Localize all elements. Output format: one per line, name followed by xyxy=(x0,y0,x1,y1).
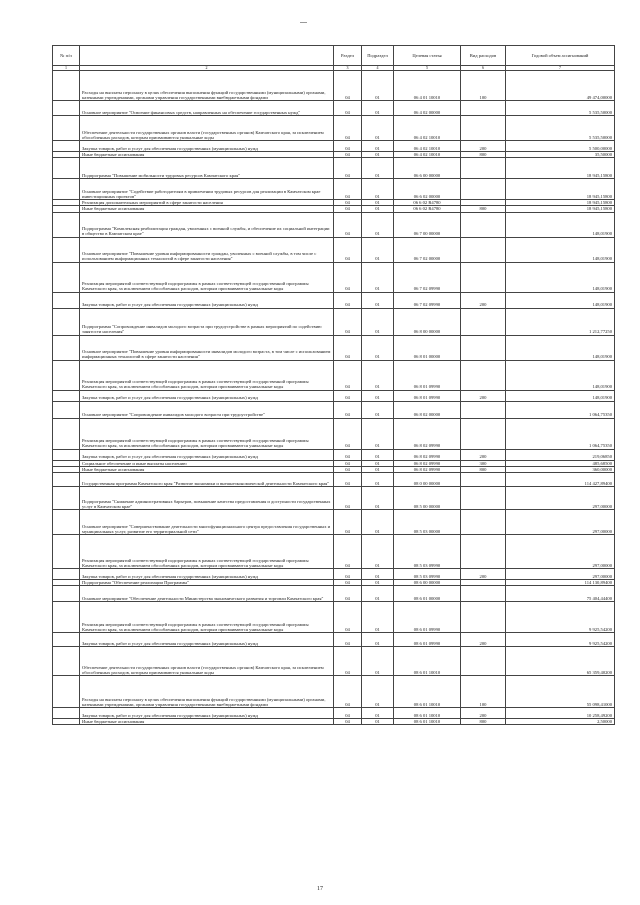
row-section-cell: 04 xyxy=(334,647,362,676)
row-section-cell: 04 xyxy=(334,449,362,460)
row-expense-type-cell xyxy=(461,262,506,292)
row-name-cell: Закупка товаров, работ и услуг для обеспечения государственных (муниципальных) нужд xyxy=(80,292,334,308)
table-row xyxy=(53,212,615,237)
row-expense-type-cell xyxy=(461,510,506,535)
row-name-cell: Закупка товаров, работ и услуг для обеспечения государственных (муниципальных) нужд xyxy=(80,633,334,647)
table-row xyxy=(53,116,615,141)
row-name-cell: Основное мероприятие "Повышение уровня информированности инвалидов молодого возраста, в том числе с использованием информационных технологий в сфере занятости населения" xyxy=(80,335,334,360)
row-number-cell xyxy=(53,262,80,292)
row-subsection-cell: 01 xyxy=(362,158,394,179)
row-number-cell xyxy=(53,335,80,360)
row-article-cell: 06 8 01 09990 xyxy=(394,390,461,401)
row-subsection-cell: 01 xyxy=(362,200,394,206)
table-header-row xyxy=(53,46,615,66)
row-subsection-cell: 01 xyxy=(362,262,394,292)
row-name-cell: Основное мероприятие "Сопровождение инвалидов молодого возраста при трудоустройстве" xyxy=(80,401,334,418)
row-article-cell: 06 6 02 00000 xyxy=(394,179,461,200)
row-expense-type-cell: 200 xyxy=(461,569,506,580)
row-sum-cell: 18 945,15800 xyxy=(506,206,615,212)
row-name-cell: Подпрограмма "Снижение административных барьеров, повышение качества предоставления и доступности государственных услуг в Камчатском крае" xyxy=(80,487,334,510)
row-article-cell: 08 6 01 10010 xyxy=(394,708,461,719)
row-subsection-cell: 01 xyxy=(362,602,394,633)
row-name-cell: Подпрограмма "Повышение мобильности трудовых ресурсов Камчатского края" xyxy=(80,158,334,179)
row-number-cell xyxy=(53,473,80,487)
row-subsection-cell: 01 xyxy=(362,460,394,466)
column-number: 6 xyxy=(461,66,506,71)
row-subsection-cell: 01 xyxy=(362,708,394,719)
row-number-cell xyxy=(53,510,80,535)
row-subsection-cell: 01 xyxy=(362,237,394,262)
row-sum-cell: 1 064,75350 xyxy=(506,418,615,449)
row-expense-type-cell xyxy=(461,308,506,335)
row-subsection-cell: 01 xyxy=(362,360,394,390)
row-name-cell: Реализация мероприятий соответствующей подпрограммы в рамках соответствующей государственной программы Камчатского края, за исключением обособленных расходов, которым присваиваются уникальные коды xyxy=(80,602,334,633)
row-section-cell: 04 xyxy=(334,586,362,602)
row-sum-cell: 49 474,00000 xyxy=(506,71,615,101)
table-row xyxy=(53,602,615,633)
table-row xyxy=(53,569,615,580)
budget-allocation-table xyxy=(52,45,615,725)
row-name-cell: Реализация мероприятий соответствующей подпрограммы в рамках соответствующей государственной программы Камчатского края, за исключением обособленных расходов, которым присваиваются уникальные коды xyxy=(80,360,334,390)
row-sum-cell: 297,00000 xyxy=(506,510,615,535)
row-article-cell: 06 6 02 R4780 xyxy=(394,200,461,206)
row-number-cell xyxy=(53,676,80,708)
table-row xyxy=(53,335,615,360)
row-section-cell: 04 xyxy=(334,206,362,212)
table-row xyxy=(53,676,615,708)
row-section-cell: 04 xyxy=(334,71,362,101)
row-subsection-cell: 01 xyxy=(362,335,394,360)
row-article-cell: 06 4 02 10010 xyxy=(394,116,461,141)
row-name-cell: Обеспечение деятельности государственных органов власти (государственных органов) Камчатского края, за исключением обособленных расходов, которым присваиваются уникальные коды xyxy=(80,647,334,676)
row-expense-type-cell: 100 xyxy=(461,676,506,708)
row-section-cell: 04 xyxy=(334,708,362,719)
row-number-cell xyxy=(53,647,80,676)
row-sum-cell: 148,01900 xyxy=(506,360,615,390)
row-name-cell: Закупка товаров, работ и услуг для обеспечения государственных (муниципальных) нужд xyxy=(80,390,334,401)
row-expense-type-cell xyxy=(461,158,506,179)
row-subsection-cell: 01 xyxy=(362,535,394,569)
row-section-cell: 04 xyxy=(334,466,362,472)
table-body xyxy=(53,71,615,725)
row-name-cell: Расходы на выплаты персоналу в целях обеспечения выполнения функций государственными (муниципальными) органами, казенными учреждениями, органами управления государственными внебюджетными фондами xyxy=(80,676,334,708)
row-expense-type-cell xyxy=(461,473,506,487)
row-number-cell xyxy=(53,487,80,510)
table-row xyxy=(53,390,615,401)
row-number-cell xyxy=(53,71,80,101)
row-expense-type-cell xyxy=(461,586,506,602)
row-name-cell: Расходы на выплаты персоналу в целях обеспечения выполнения функций государственными (муниципальными) органами, казенными учреждениями, органами управления государственными внебюджетными фондами xyxy=(80,71,334,101)
row-sum-cell: 1 212,77250 xyxy=(506,308,615,335)
row-article-cell: 06 8 02 09990 xyxy=(394,418,461,449)
row-article-cell: 06 7 02 00000 xyxy=(394,237,461,262)
table-row xyxy=(53,262,615,292)
table-row xyxy=(53,535,615,569)
row-section-cell: 04 xyxy=(334,141,362,152)
row-article-cell: 06 8 02 09990 xyxy=(394,449,461,460)
row-article-cell: 08 6 01 10010 xyxy=(394,676,461,708)
row-subsection-cell: 01 xyxy=(362,141,394,152)
row-name-cell: Закупка товаров, работ и услуг для обеспечения государственных (муниципальных) нужд xyxy=(80,449,334,460)
row-name-cell: Иные бюджетные ассигнования xyxy=(80,466,334,472)
table-row xyxy=(53,237,615,262)
row-section-cell: 04 xyxy=(334,262,362,292)
row-expense-type-cell xyxy=(461,647,506,676)
row-section-cell: 04 xyxy=(334,473,362,487)
row-subsection-cell: 01 xyxy=(362,633,394,647)
row-article-cell: 06 8 01 00000 xyxy=(394,335,461,360)
row-name-cell: Реализация мероприятий соответствующей подпрограммы в рамках соответствующей государственной программы Камчатского края, за исключением обособленных расходов, которым присваиваются уникальные коды xyxy=(80,535,334,569)
row-section-cell: 04 xyxy=(334,569,362,580)
column-number: 1 xyxy=(53,66,80,71)
row-article-cell: 06 4 02 10010 xyxy=(394,152,461,158)
row-subsection-cell: 01 xyxy=(362,580,394,586)
row-expense-type-cell: 200 xyxy=(461,141,506,152)
row-article-cell: 08 5 03 09990 xyxy=(394,535,461,569)
row-article-cell: 06 4 02 10010 xyxy=(394,141,461,152)
row-expense-type-cell: 300 xyxy=(461,460,506,466)
table-row xyxy=(53,473,615,487)
row-number-cell xyxy=(53,212,80,237)
row-number-cell xyxy=(53,535,80,569)
row-section-cell: 04 xyxy=(334,418,362,449)
row-number-cell xyxy=(53,602,80,633)
row-article-cell: 08 5 03 00000 xyxy=(394,510,461,535)
column-number: 2 xyxy=(80,66,334,71)
scan-mark xyxy=(300,22,307,23)
row-sum-cell: 148,01900 xyxy=(506,262,615,292)
row-sum-cell: 297,00000 xyxy=(506,487,615,510)
table-row xyxy=(53,71,615,101)
row-subsection-cell: 01 xyxy=(362,510,394,535)
row-sum-cell: 35,50000 xyxy=(506,152,615,158)
row-name-cell: Подпрограмма "Обеспечение реализации Программы" xyxy=(80,580,334,586)
row-expense-type-cell: 200 xyxy=(461,292,506,308)
row-sum-cell: 9 925,54200 xyxy=(506,602,615,633)
row-subsection-cell: 01 xyxy=(362,212,394,237)
row-number-cell xyxy=(53,360,80,390)
table-row xyxy=(53,487,615,510)
row-sum-cell: 75 404,44400 xyxy=(506,586,615,602)
row-section-cell: 04 xyxy=(334,360,362,390)
row-article-cell: 08 6 01 09990 xyxy=(394,633,461,647)
row-subsection-cell: 01 xyxy=(362,466,394,472)
row-number-cell xyxy=(53,237,80,262)
row-expense-type-cell xyxy=(461,535,506,569)
row-sum-cell: 148,01900 xyxy=(506,335,615,360)
row-subsection-cell: 01 xyxy=(362,401,394,418)
row-sum-cell: 148,01900 xyxy=(506,292,615,308)
row-subsection-cell: 01 xyxy=(362,206,394,212)
row-number-cell xyxy=(53,586,80,602)
row-number-cell xyxy=(53,141,80,152)
header-subsection: Подраздел xyxy=(362,46,394,66)
row-expense-type-cell xyxy=(461,602,506,633)
row-name-cell: Основное мероприятие "Обеспечение деятельности Министерства экономического развития и торговли Камчатского края" xyxy=(80,586,334,602)
row-sum-cell: 5 500,00000 xyxy=(506,141,615,152)
row-sum-cell: 219,06850 xyxy=(506,449,615,460)
row-expense-type-cell: 200 xyxy=(461,633,506,647)
row-section-cell: 04 xyxy=(334,676,362,708)
row-expense-type-cell: 800 xyxy=(461,719,506,725)
row-sum-cell: 148,01900 xyxy=(506,390,615,401)
row-subsection-cell: 01 xyxy=(362,569,394,580)
row-sum-cell: 65 359,40200 xyxy=(506,647,615,676)
table-row xyxy=(53,633,615,647)
row-name-cell: Основное мероприятие "Освоение финансовых средств, направленных на обеспечение государственных нужд" xyxy=(80,101,334,116)
row-subsection-cell: 01 xyxy=(362,487,394,510)
row-name-cell: Иные бюджетные ассигнования xyxy=(80,206,334,212)
row-number-cell xyxy=(53,308,80,335)
row-section-cell: 04 xyxy=(334,158,362,179)
row-article-cell: 08 6 00 00000 xyxy=(394,580,461,586)
row-number-cell xyxy=(53,569,80,580)
row-section-cell: 04 xyxy=(334,487,362,510)
table-row xyxy=(53,401,615,418)
row-article-cell: 08 0 00 00000 xyxy=(394,473,461,487)
row-expense-type-cell: 200 xyxy=(461,449,506,460)
row-sum-cell: 297,00000 xyxy=(506,569,615,580)
row-expense-type-cell xyxy=(461,335,506,360)
row-section-cell: 04 xyxy=(334,237,362,262)
row-article-cell: 06 8 01 09990 xyxy=(394,360,461,390)
row-section-cell: 04 xyxy=(334,510,362,535)
row-article-cell: 08 6 01 10010 xyxy=(394,719,461,725)
row-sum-cell: 148,01900 xyxy=(506,237,615,262)
row-section-cell: 04 xyxy=(334,101,362,116)
row-subsection-cell: 01 xyxy=(362,390,394,401)
row-expense-type-cell xyxy=(461,237,506,262)
row-sum-cell: 9 925,54200 xyxy=(506,633,615,647)
row-section-cell: 04 xyxy=(334,116,362,141)
row-subsection-cell: 01 xyxy=(362,116,394,141)
row-name-cell: Реализация мероприятий соответствующей подпрограммы в рамках соответствующей государственной программы Камчатского края, за исключением обособленных расходов, которым присваиваются уникальные коды xyxy=(80,418,334,449)
table-row xyxy=(53,647,615,676)
row-expense-type-cell xyxy=(461,212,506,237)
row-number-cell xyxy=(53,116,80,141)
row-expense-type-cell xyxy=(461,179,506,200)
row-sum-cell: 10 258,49200 xyxy=(506,708,615,719)
row-number-cell xyxy=(53,708,80,719)
table-row xyxy=(53,418,615,449)
row-article-cell: 06 7 02 09990 xyxy=(394,292,461,308)
row-name-cell: Основное мероприятие "Повышение уровня информированности граждан, уволенных с военной службы, в том числе с использованием информационных технологий в сфере занятости населения" xyxy=(80,237,334,262)
row-article-cell: 06 6 00 00000 xyxy=(394,158,461,179)
row-name-cell: Подпрограмма "Комплексная реабилитация граждан, уволенных с военной службы, и обеспечение их социальной интеграции в общество в Камчатском крае" xyxy=(80,212,334,237)
row-expense-type-cell xyxy=(461,487,506,510)
row-name-cell: Закупка товаров, работ и услуг для обеспечения государственных (муниципальных) нужд xyxy=(80,569,334,580)
table-row xyxy=(53,292,615,308)
table-row xyxy=(53,101,615,116)
row-subsection-cell: 01 xyxy=(362,292,394,308)
row-subsection-cell: 01 xyxy=(362,101,394,116)
row-article-cell: 08 6 01 10010 xyxy=(394,647,461,676)
row-sum-cell: 18 945,15800 xyxy=(506,158,615,179)
row-article-cell: 06 4 01 10010 xyxy=(394,71,461,101)
table-row xyxy=(53,308,615,335)
row-sum-cell: 18 945,15800 xyxy=(506,179,615,200)
row-sum-cell: 5 535,50000 xyxy=(506,101,615,116)
header-section: Раздел xyxy=(334,46,362,66)
row-article-cell: 06 8 02 09990 xyxy=(394,466,461,472)
row-expense-type-cell xyxy=(461,116,506,141)
row-sum-cell: 18 945,15800 xyxy=(506,200,615,206)
row-number-cell xyxy=(53,418,80,449)
row-expense-type-cell: 100 xyxy=(461,71,506,101)
row-section-cell: 04 xyxy=(334,212,362,237)
table-row xyxy=(53,449,615,460)
row-subsection-cell: 01 xyxy=(362,179,394,200)
row-sum-cell: 485,68500 xyxy=(506,460,615,466)
row-name-cell: Государственная программа Камчатского края "Развитие экономики и внешнеэкономической деятельности Камчатского края" xyxy=(80,473,334,487)
row-sum-cell: 114 427,89400 xyxy=(506,473,615,487)
row-section-cell: 04 xyxy=(334,179,362,200)
row-article-cell: 06 6 02 R4780 xyxy=(394,206,461,212)
row-name-cell: Основное мероприятие "Совершенствование деятельности многофункционального центра предоставления государственных и муниципальных услуг, развитие его территориальной сети" xyxy=(80,510,334,535)
row-section-cell: 04 xyxy=(334,401,362,418)
row-article-cell: 08 5 03 09990 xyxy=(394,569,461,580)
row-sum-cell: 2,50000 xyxy=(506,719,615,725)
row-article-cell: 06 8 00 00000 xyxy=(394,308,461,335)
row-number-cell xyxy=(53,449,80,460)
row-section-cell: 04 xyxy=(334,200,362,206)
row-name-cell: Обеспечение деятельности государственных органов власти (государственных органов) Камчатского края, за исключением обособленных расходов, которым присваиваются уникальные коды xyxy=(80,116,334,141)
column-number: 5 xyxy=(394,66,461,71)
row-name-cell: Иные бюджетные ассигнования xyxy=(80,152,334,158)
row-article-cell: 06 4 02 00000 xyxy=(394,101,461,116)
row-number-cell xyxy=(53,633,80,647)
row-name-cell: Реализация дополнительных мероприятий в сфере занятости населения xyxy=(80,200,334,206)
row-subsection-cell: 01 xyxy=(362,71,394,101)
row-expense-type-cell xyxy=(461,360,506,390)
row-sum-cell: 55 098,41000 xyxy=(506,676,615,708)
row-name-cell: Реализация мероприятий соответствующей подпрограммы в рамках соответствующей государственной программы Камчатского края, за исключением обособленных расходов, которым присваиваются уникальные коды xyxy=(80,262,334,292)
row-number-cell xyxy=(53,292,80,308)
row-number-cell xyxy=(53,179,80,200)
row-number-cell xyxy=(53,158,80,179)
row-article-cell: 08 5 00 00000 xyxy=(394,487,461,510)
row-section-cell: 04 xyxy=(334,719,362,725)
row-sum-cell: 297,00000 xyxy=(506,535,615,569)
row-section-cell: 04 xyxy=(334,580,362,586)
row-sum-cell: 114 130,89400 xyxy=(506,580,615,586)
row-subsection-cell: 01 xyxy=(362,152,394,158)
table-row xyxy=(53,179,615,200)
row-expense-type-cell: 800 xyxy=(461,466,506,472)
header-expense-type: Вид расходов xyxy=(461,46,506,66)
table-row xyxy=(53,158,615,179)
row-expense-type-cell: 200 xyxy=(461,708,506,719)
row-subsection-cell: 01 xyxy=(362,647,394,676)
table-row xyxy=(53,510,615,535)
row-name-cell: Основное мероприятие "Содействие работодателям в привлечении трудовых ресурсов для реализации в Камчатском крае инвестиционных проектов" xyxy=(80,179,334,200)
column-number: 7 xyxy=(506,66,615,71)
header-num: № п/п xyxy=(53,46,80,66)
row-number-cell xyxy=(53,101,80,116)
row-sum-cell: 360,00000 xyxy=(506,466,615,472)
row-article-cell: 06 8 02 09990 xyxy=(394,460,461,466)
row-section-cell: 04 xyxy=(334,335,362,360)
row-name-cell: Иные бюджетные ассигнования xyxy=(80,719,334,725)
row-subsection-cell: 01 xyxy=(362,473,394,487)
row-name-cell: Подпрограмма "Сопровождение инвалидов молодого возраста при трудоустройстве в рамках мероприятий по содействию занятости населения" xyxy=(80,308,334,335)
row-sum-cell: 148,01900 xyxy=(506,212,615,237)
table-row xyxy=(53,719,615,725)
row-article-cell: 06 7 00 00000 xyxy=(394,212,461,237)
table-row xyxy=(53,141,615,152)
row-article-cell: 08 6 01 09990 xyxy=(394,602,461,633)
row-name-cell: Социальное обеспечение и иные выплаты населению xyxy=(80,460,334,466)
row-section-cell: 04 xyxy=(334,152,362,158)
row-expense-type-cell xyxy=(461,418,506,449)
row-article-cell: 08 6 01 00000 xyxy=(394,586,461,602)
row-sum-cell: 1 064,75350 xyxy=(506,401,615,418)
row-section-cell: 04 xyxy=(334,633,362,647)
row-subsection-cell: 01 xyxy=(362,676,394,708)
row-expense-type-cell: 800 xyxy=(461,152,506,158)
row-number-cell xyxy=(53,719,80,725)
row-subsection-cell: 01 xyxy=(362,586,394,602)
row-section-cell: 04 xyxy=(334,390,362,401)
header-article: Целевая статья xyxy=(394,46,461,66)
row-section-cell: 04 xyxy=(334,535,362,569)
row-section-cell: 04 xyxy=(334,292,362,308)
row-subsection-cell: 01 xyxy=(362,308,394,335)
row-subsection-cell: 01 xyxy=(362,418,394,449)
row-subsection-cell: 01 xyxy=(362,449,394,460)
table-row xyxy=(53,586,615,602)
row-expense-type-cell: 800 xyxy=(461,206,506,212)
row-section-cell: 04 xyxy=(334,460,362,466)
header-name xyxy=(80,46,334,66)
page-number: 17 xyxy=(317,886,323,892)
column-number: 3 xyxy=(334,66,362,71)
row-sum-cell: 5 535,50000 xyxy=(506,116,615,141)
row-name-cell: Закупка товаров, работ и услуг для обеспечения государственных (муниципальных) нужд xyxy=(80,141,334,152)
row-section-cell: 04 xyxy=(334,602,362,633)
row-expense-type-cell xyxy=(461,101,506,116)
row-number-cell xyxy=(53,390,80,401)
row-number-cell xyxy=(53,401,80,418)
row-section-cell: 04 xyxy=(334,308,362,335)
table-row xyxy=(53,360,615,390)
column-number: 4 xyxy=(362,66,394,71)
row-expense-type-cell: 200 xyxy=(461,390,506,401)
header-sum: Годовой объем ассигнований xyxy=(506,46,615,66)
row-name-cell: Закупка товаров, работ и услуг для обеспечения государственных (муниципальных) нужд xyxy=(80,708,334,719)
table-row xyxy=(53,708,615,719)
row-expense-type-cell xyxy=(461,401,506,418)
row-article-cell: 06 7 02 09990 xyxy=(394,262,461,292)
row-article-cell: 06 8 02 00000 xyxy=(394,401,461,418)
row-subsection-cell: 01 xyxy=(362,719,394,725)
